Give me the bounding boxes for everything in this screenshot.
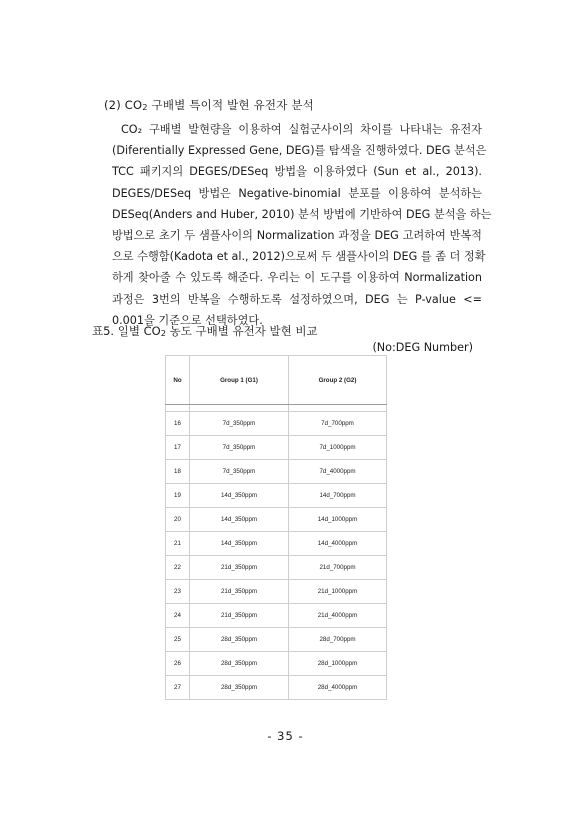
table-row	[166, 628, 387, 652]
row-no-cell: 23	[166, 580, 190, 604]
row-no-cell: 20	[166, 508, 190, 532]
row-no-cell: 24	[166, 604, 190, 628]
row-group1-cell: 21d_350ppm	[190, 580, 289, 604]
paragraph-line: CO₂ 구배별 발현량을 이용하여 실험군사이의 차이를 나타내는 유전자	[121, 123, 482, 136]
paragraph-line: DEGES/DESeq 방법은 Negative-binomial 분포를 이용하여 분석하는	[112, 186, 482, 200]
row-no-cell: 26	[166, 652, 190, 676]
row-no-cell: 17	[166, 436, 190, 460]
table-body	[166, 405, 387, 700]
row-group2-cell: 21d_4000ppm	[289, 604, 387, 628]
paragraph-line: 하게 찾아줄 수 있도록 해준다. 우리는 이 도구를 이용하여 Normalization	[112, 271, 482, 285]
row-group1-cell: 28d_350ppm	[190, 676, 289, 700]
row-group1-cell: 28d_350ppm	[190, 628, 289, 652]
row-group1-cell: 7d_350ppm	[190, 412, 289, 436]
row-no-cell: 19	[166, 484, 190, 508]
row-group2-cell: 14d_1000ppm	[289, 508, 387, 532]
table-row	[166, 436, 387, 460]
row-no-cell: 18	[166, 460, 190, 484]
row-group2-cell: 28d_700ppm	[289, 628, 387, 652]
table-spacer-row	[166, 405, 387, 412]
table-row	[166, 580, 387, 604]
paragraph-line: 방법으로 초기 두 샘플사이의 Normalization 과정을 DEG 고려하여 반복적	[112, 228, 482, 242]
row-group2-cell: 7d_4000ppm	[289, 460, 387, 484]
row-group1-cell: 14d_350ppm	[190, 508, 289, 532]
row-no-cell: 16	[166, 412, 190, 436]
paragraph-line: TCC 패키지의 DEGES/DESeq 방법을 이용하였다 (Sun et al., 2013).	[112, 165, 482, 179]
table-caption-subscript: 2	[160, 328, 166, 339]
page-number: - 35 -	[267, 729, 304, 743]
table-row	[166, 652, 387, 676]
paragraph-line: DESeq(Anders and Huber, 2010) 분석 방법에 기반하여 DEG 분석을 하는	[112, 207, 492, 221]
table-row	[166, 556, 387, 580]
row-no-cell: 22	[166, 556, 190, 580]
header-no: No	[166, 356, 190, 405]
paragraph-line: (Diferentially Expressed Gene, DEG)를 탐색을 진행하였다. DEG 분석은	[112, 144, 487, 158]
row-group2-cell: 21d_1000ppm	[289, 580, 387, 604]
paragraph-line: 으로 수행함(Kadota et al., 2012)으로써 두 샘플사이의 DEG 를 좀 더 정확	[112, 250, 486, 264]
row-group1-cell: 21d_350ppm	[190, 604, 289, 628]
row-no-cell: 27	[166, 676, 190, 700]
table-row	[166, 484, 387, 508]
section-heading	[104, 97, 314, 113]
row-group1-cell: 14d_350ppm	[190, 532, 289, 556]
table-row	[166, 604, 387, 628]
table-caption	[92, 323, 318, 339]
row-no-cell: 21	[166, 532, 190, 556]
row-group1-cell: 28d_350ppm	[190, 652, 289, 676]
table-unit-note: (No:DEG Number)	[372, 341, 473, 354]
deg-comparison-table	[165, 355, 387, 700]
row-group1-cell: 21d_350ppm	[190, 556, 289, 580]
section-heading-suffix: 구배별 특이적 발현 유전자 분석	[147, 98, 314, 112]
row-group2-cell: 14d_700ppm	[289, 484, 387, 508]
row-group2-cell: 21d_700ppm	[289, 556, 387, 580]
row-no-cell: 25	[166, 628, 190, 652]
table-row	[166, 508, 387, 532]
table-row	[166, 676, 387, 700]
row-group1-cell: 7d_350ppm	[190, 460, 289, 484]
table-caption-prefix: 표5. 일별 CO	[92, 324, 161, 338]
row-group2-cell: 7d_700ppm	[289, 412, 387, 436]
table-row	[166, 412, 387, 436]
row-group2-cell: 28d_1000ppm	[289, 652, 387, 676]
table-caption-suffix: 농도 구배별 유전자 발현 비교	[165, 324, 318, 338]
paragraph-line: 0.001을 기준으로 선택하였다.	[112, 313, 263, 327]
table-row	[166, 460, 387, 484]
row-group1-cell: 14d_350ppm	[190, 484, 289, 508]
row-group1-cell: 7d_350ppm	[190, 436, 289, 460]
table-row	[166, 532, 387, 556]
row-group2-cell: 7d_1000ppm	[289, 436, 387, 460]
table-header-row	[166, 356, 387, 405]
header-group2: Group 2 (G2)	[289, 356, 387, 405]
body-paragraph	[112, 119, 492, 331]
header-group1: Group 1 (G1)	[190, 356, 289, 405]
section-heading-subscript: 2	[142, 102, 148, 113]
section-heading-prefix: (2) CO	[104, 98, 143, 112]
row-group2-cell: 14d_4000ppm	[289, 532, 387, 556]
paragraph-line: 과정은 3번의 반복을 수행하도록 설정하였으며, DEG 는 P-value <=	[112, 292, 482, 306]
row-group2-cell: 28d_4000ppm	[289, 676, 387, 700]
